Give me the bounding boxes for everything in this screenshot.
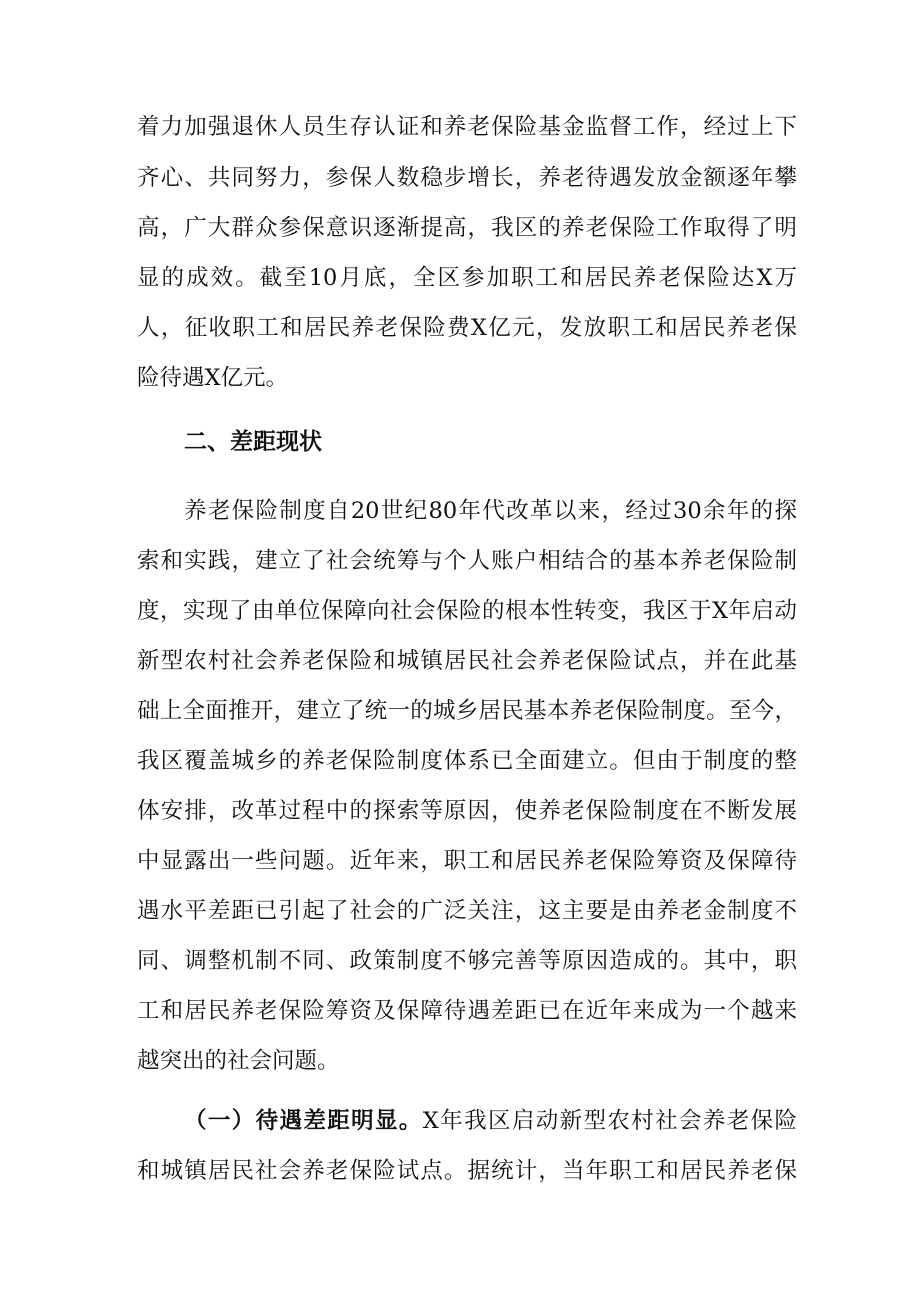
section-heading: 二、差距现状 [184, 429, 322, 455]
paragraph-3-line [184, 1101, 797, 1141]
paragraph-3-first-line-text: X年我区启动新型农村社会养老保险 [422, 1108, 797, 1134]
paragraph-1-line: 人，征收职工和居民养老保险费X亿元，发放职工和居民养老保 [137, 315, 797, 341]
paragraph-2-line: 越突出的社会问题。 [137, 1048, 340, 1074]
paragraph-2-line: 我区覆盖城乡的养老保险制度体系已全面建立。但由于制度的整 [137, 748, 797, 774]
paragraph-2-line: 工和居民养老保险筹资及保障待遇差距已在近年来成为一个越来 [137, 998, 797, 1024]
paragraph-2-line: 索和实践，建立了社会统筹与个人账户相结合的基本养老保险制 [137, 548, 797, 574]
paragraph-2-line: 体安排，改革过程中的探索等原因，使养老保险制度在不断发展 [137, 798, 797, 824]
paragraph-1-line: 显的成效。截至10月底，全区参加职工和居民养老保险达X万 [137, 265, 797, 291]
paragraph-2-line: 遇水平差距已引起了社会的广泛关注，这主要是由养老金制度不 [137, 898, 797, 924]
paragraph-3-line: 和城镇居民社会养老保险试点。据统计，当年职工和居民养老保 [137, 1158, 797, 1184]
paragraph-1-line: 高，广大群众参保意识逐渐提高，我区的养老保险工作取得了明 [137, 215, 797, 241]
paragraph-2-line: 养老保险制度自20世纪80年代改革以来，经过30余年的探 [184, 498, 797, 524]
paragraph-2-line: 新型农村社会养老保险和城镇居民社会养老保险试点，并在此基 [137, 648, 797, 674]
paragraph-1-line: 着力加强退休人员生存认证和养老保险基金监督工作，经过上下 [137, 114, 797, 140]
paragraph-2-line: 中显露出一些问题。近年来，职工和居民养老保险筹资及保障待 [137, 848, 797, 874]
paragraph-1-line: 齐心、共同努力，参保人数稳步增长，养老待遇发放金额逐年攀 [137, 165, 797, 191]
paragraph-2-line: 度，实现了由单位保障向社会保险的根本性转变，我区于X年启动 [137, 598, 797, 624]
paragraph-2-line: 础上全面推开，建立了统一的城乡居民基本养老保险制度。至今， [137, 698, 797, 724]
paragraph-1-line: 险待遇X亿元。 [137, 365, 289, 391]
paragraph-2-line: 同、调整机制不同、政策制度不够完善等原因造成的。其中，职 [137, 948, 797, 974]
paragraph-lead: （一）待遇差距明显。 [184, 1108, 423, 1134]
